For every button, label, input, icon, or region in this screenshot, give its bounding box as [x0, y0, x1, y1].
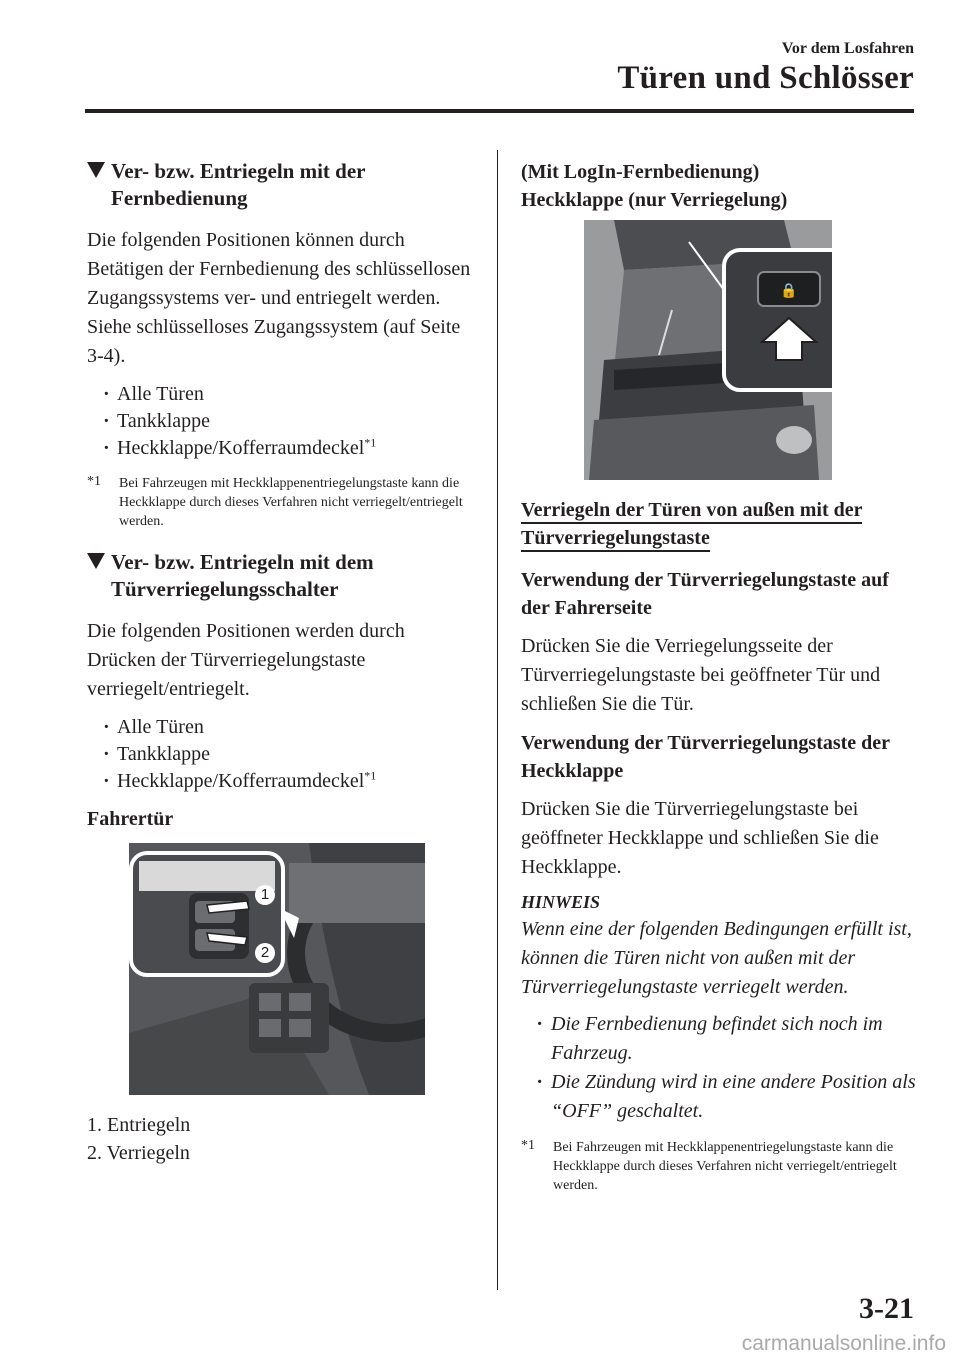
footnote-remote: [87, 474, 471, 531]
list-item: [103, 768, 471, 795]
paragraph-driver-side: Drücken Sie die Verriegelungsseite der Türverriegelungstaste bei geöffneter Tür und schließen Sie die Tür.: [521, 635, 881, 715]
note-text: Wenn eine der folgenden Bedingungen erfüllt ist, können die Türen nicht von außen mit der Türverriegelungstaste verriegelt werden.: [521, 918, 912, 998]
left-column: [87, 150, 471, 1167]
heading-driver-side: Verwendung der Türverriegelungstaste auf der Fahrerseite: [521, 569, 889, 619]
footnote-ref: *1: [364, 768, 377, 783]
column-divider: [497, 150, 498, 1290]
svg-text:🔒: 🔒: [780, 283, 798, 299]
subheading-lock-from-outside: Verriegeln der Türen von außen mit der Türverriegelungstaste: [521, 499, 862, 552]
watermark: carmanualsonline.info: [741, 1332, 946, 1355]
footnote-ref: *1: [364, 435, 377, 450]
list-item: · Tankklappe: [103, 408, 471, 435]
footnote-text: Bei Fahrzeugen mit Heckklappenentriegelungstaste kann die Heckklappe durch dieses Verfahren nicht verriegelt/entriegelt werden.: [119, 476, 463, 529]
note-label: HINWEIS: [521, 892, 601, 912]
footnote-text: Bei Fahrzeugen mit Heckklappenentriegelungstaste kann die Heckklappe durch dieses Verfahren nicht verriegelt/entriegelt werden.: [553, 1140, 897, 1193]
section-heading-remote: [87, 158, 471, 212]
footnote-right: [521, 1138, 921, 1195]
callout-1: 1: [255, 885, 275, 905]
paragraph-switch: Die folgenden Positionen werden durch Drücken der Türverriegelungstaste verriegelt/entriegelt.: [87, 620, 405, 700]
section-heading-switch: [87, 549, 471, 603]
footnote-mark: *1: [521, 1138, 535, 1153]
bullet-list-remote: [103, 381, 471, 462]
list-item-text: Heckklappe/Kofferraumdeckel: [117, 770, 365, 792]
list-item: · Die Fernbedienung befindet sich noch im Fahrzeug.: [537, 1010, 921, 1068]
bullet-list-switch: [103, 714, 471, 795]
list-item: [103, 435, 471, 462]
note-list: [537, 1010, 921, 1126]
triangle-marker-icon: [87, 162, 105, 178]
list-item: · Alle Türen: [103, 714, 471, 741]
heading-text: Ver- bzw. Entriegeln mit der Fernbedienung: [111, 159, 366, 210]
tailgate-figure: [584, 220, 832, 480]
list-item: · Alle Türen: [103, 381, 471, 408]
driver-door-figure: [129, 843, 425, 1095]
triangle-marker-icon: [87, 553, 105, 569]
header-rule: [85, 109, 914, 113]
subheading-wrapper: [521, 496, 921, 552]
heading-tailgate: Verwendung der Türverriegelungstaste der Heckklappe: [521, 732, 890, 782]
callout-2: 2: [255, 943, 275, 963]
right-column: [521, 150, 921, 1213]
legend-item: 1. Entriegeln: [87, 1114, 191, 1136]
list-item: · Tankklappe: [103, 741, 471, 768]
list-item: · Die Zündung wird in eine andere Position als “OFF” geschaltet.: [537, 1068, 921, 1126]
paragraph-remote: Die folgenden Positionen können durch Betätigen der Fernbedienung des schlüssellosen Zugangssystems ver- und entriegelt werden. Siehe schlüsselloses Zugangssystem (auf Seite 3-4).: [87, 229, 471, 367]
figure-label-driver-door: Fahrertür: [87, 808, 174, 830]
paragraph-tailgate: Drücken Sie die Türverriegelungstaste bei geöffneter Heckklappe und schließen Sie die Heckklappe.: [521, 798, 879, 878]
list-item-text: Heckklappe/Kofferraumdeckel: [117, 437, 365, 459]
page-title: Türen und Schlösser: [617, 60, 914, 96]
door-panel-illustration: [129, 843, 425, 1095]
figure-caption-tailgate: Heckklappe (nur Verriegelung): [521, 189, 788, 211]
heading-text: Ver- bzw. Entriegeln mit dem Türverriegelungsschalter: [111, 550, 374, 601]
footnote-mark: *1: [87, 474, 101, 489]
page-number: 3-21: [859, 1292, 914, 1325]
figure-legend: [87, 1111, 471, 1167]
figure-caption-login: (Mit LogIn-Fernbedienung): [521, 161, 760, 183]
legend-item: 2. Verriegeln: [87, 1142, 190, 1164]
tailgate-illustration: [584, 220, 832, 480]
section-label: Vor dem Losfahren: [781, 40, 914, 57]
